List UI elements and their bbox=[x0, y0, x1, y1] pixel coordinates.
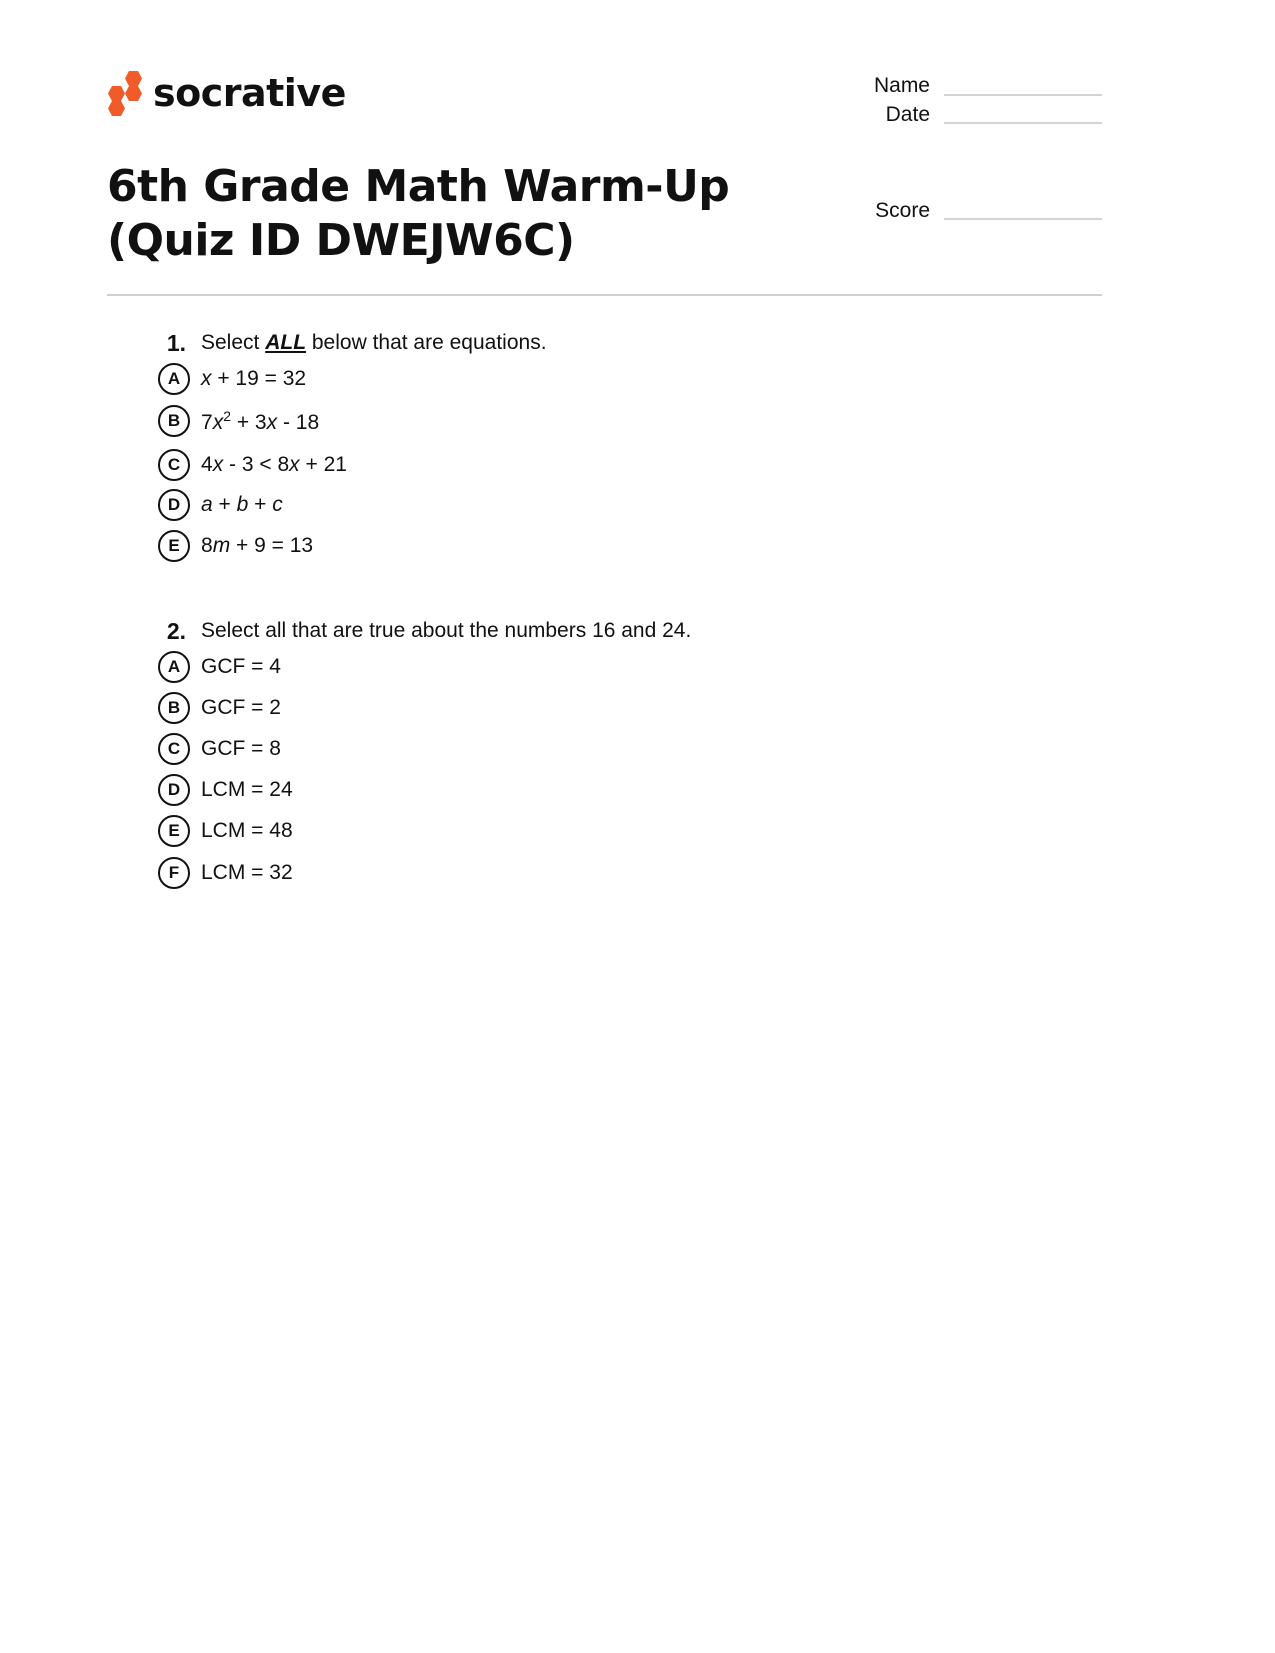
option-text bbox=[201, 453, 347, 477]
option-text-part: LCM = 32 bbox=[201, 861, 293, 884]
option-text bbox=[201, 367, 306, 391]
option-text-part: + bbox=[248, 493, 273, 516]
question-text bbox=[201, 619, 691, 643]
name-field-line[interactable] bbox=[944, 94, 1102, 96]
option-text-part: x bbox=[212, 453, 224, 476]
date-label: Date bbox=[885, 103, 930, 126]
option-text bbox=[201, 655, 281, 679]
option-text-part: x bbox=[212, 410, 224, 434]
option-text-part: + 21 bbox=[299, 453, 347, 476]
option-text-part: GCF = 2 bbox=[201, 696, 281, 719]
option-letter-bubble[interactable]: A bbox=[158, 651, 190, 683]
question-number: 1. bbox=[166, 330, 186, 356]
option-text-part: + 19 = 32 bbox=[211, 367, 307, 390]
option-text bbox=[201, 778, 293, 802]
answer-option-d[interactable] bbox=[158, 489, 283, 521]
score-label: Score bbox=[875, 199, 930, 222]
option-text-part: LCM = 24 bbox=[201, 778, 293, 801]
option-text-part: 2 bbox=[223, 407, 231, 424]
question-text-part: Select bbox=[201, 331, 266, 354]
option-text bbox=[201, 534, 313, 558]
option-text-part: LCM = 48 bbox=[201, 819, 293, 842]
option-text bbox=[201, 408, 319, 435]
question-emphasis: ALL bbox=[265, 331, 307, 354]
option-letter-bubble[interactable]: D bbox=[158, 489, 190, 521]
answer-option-a[interactable] bbox=[158, 651, 281, 683]
answer-option-e[interactable] bbox=[158, 815, 293, 847]
option-text-part: x bbox=[201, 367, 212, 390]
answer-option-f[interactable] bbox=[158, 857, 293, 889]
option-text-part: - 18 bbox=[277, 410, 320, 434]
option-text-part: 4 bbox=[201, 453, 213, 476]
socrative-logo bbox=[107, 70, 346, 116]
name-label: Name bbox=[873, 74, 930, 97]
header-divider bbox=[107, 294, 1102, 296]
option-letter-bubble[interactable]: F bbox=[158, 857, 190, 889]
option-letter-bubble[interactable]: D bbox=[158, 774, 190, 806]
option-text-part: 7 bbox=[201, 410, 213, 434]
option-text-part: m bbox=[212, 534, 231, 557]
option-letter-bubble[interactable]: B bbox=[158, 692, 190, 724]
question-text bbox=[201, 331, 547, 355]
date-field-line[interactable] bbox=[944, 122, 1102, 124]
question-text-part: Select all that are true about the numbers 16 and 24. bbox=[201, 619, 692, 642]
answer-option-c[interactable] bbox=[158, 733, 281, 765]
answer-option-e[interactable] bbox=[158, 530, 313, 562]
question-text-part: below that are equations. bbox=[306, 331, 547, 354]
option-letter-bubble[interactable]: E bbox=[158, 815, 190, 847]
question-number: 2. bbox=[166, 618, 186, 644]
answer-option-a[interactable] bbox=[158, 363, 306, 395]
option-text-part: b bbox=[236, 493, 249, 516]
option-text-part: + 9 = 13 bbox=[230, 534, 314, 557]
option-text-part: x bbox=[289, 453, 300, 476]
option-text-part: GCF = 8 bbox=[201, 737, 281, 760]
option-text-part: 8 bbox=[201, 534, 213, 557]
option-letter-bubble[interactable]: E bbox=[158, 530, 190, 562]
option-text-part: + 3 bbox=[230, 410, 267, 434]
option-text-part: - 3 < 8 bbox=[223, 453, 290, 476]
option-text bbox=[201, 737, 281, 761]
option-text-part: + bbox=[212, 493, 237, 516]
option-text-part: c bbox=[272, 493, 283, 516]
option-letter-bubble[interactable]: C bbox=[158, 449, 190, 481]
option-letter-bubble[interactable]: A bbox=[158, 363, 190, 395]
option-text-part: GCF = 4 bbox=[201, 655, 281, 678]
answer-option-d[interactable] bbox=[158, 774, 293, 806]
option-text bbox=[201, 493, 283, 517]
answer-option-b[interactable] bbox=[158, 692, 281, 724]
option-text bbox=[201, 861, 293, 885]
option-text-part: x bbox=[266, 410, 278, 434]
answer-option-b[interactable] bbox=[158, 405, 319, 437]
option-text bbox=[201, 696, 281, 720]
answer-option-c[interactable] bbox=[158, 449, 347, 481]
score-field-line[interactable] bbox=[944, 218, 1102, 220]
option-letter-bubble[interactable]: B bbox=[158, 405, 190, 437]
hexagon-logo-icon bbox=[107, 70, 143, 116]
quiz-title: 6th Grade Math Warm-Up (Quiz ID DWEJW6C) bbox=[107, 161, 730, 266]
option-text-part: a bbox=[201, 493, 213, 516]
option-letter-bubble[interactable]: C bbox=[158, 733, 190, 765]
option-text bbox=[201, 819, 293, 843]
logo-wordmark: socrative bbox=[153, 71, 346, 115]
